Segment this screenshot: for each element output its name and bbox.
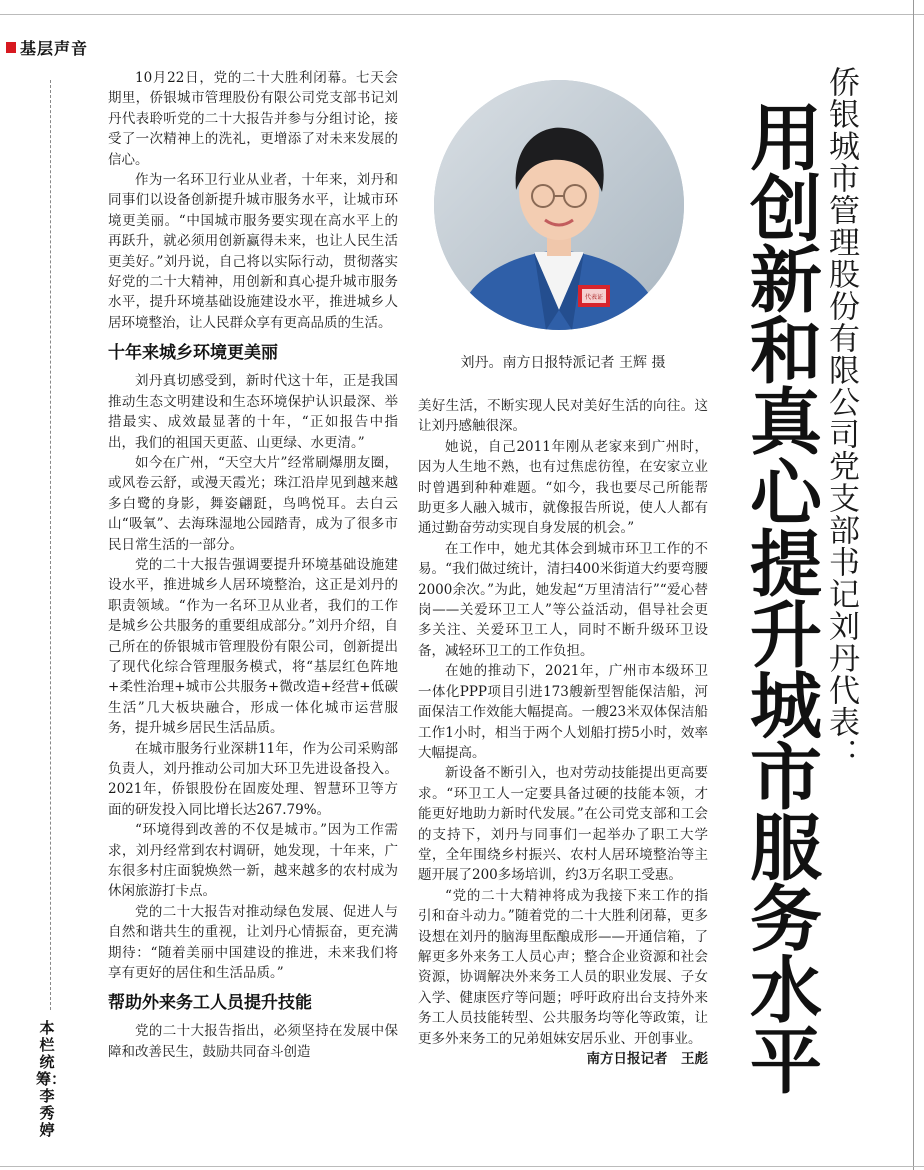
bottom-rule (0, 1166, 924, 1167)
subheading: 十年来城乡环境更美丽 (108, 343, 278, 364)
section-marker-icon (6, 42, 16, 53)
paragraph: 美好生活，不断实现人民对美好生活的向往。这让刘丹感触很深。 (418, 398, 708, 435)
paragraph: “环境得到改善的不仅是城市。”因为工作需求，刘丹经常到农村调研，她发现，十年来，广东很多村庄面貌焕然一新，越来越多的农村成为休闲旅游打卡点。 (108, 822, 398, 900)
photo-caption: 刘丹。南方日报特派记者 王辉 摄 (460, 355, 666, 371)
editor-note: 本栏统筹：李秀婷 (36, 1019, 67, 1139)
paragraph: 刘丹真切感受到，新时代这十年，正是我国推动生态文明建设和生态环境保护认识最深、举措最实、成效最显著的十年，“正如报告中指出，我们的祖国天更蓝、山更绿、水更清。” (108, 373, 398, 451)
subheading: 帮助外来务工人员提升技能 (108, 993, 312, 1014)
section-tag (6, 36, 88, 58)
byline-row (418, 1049, 708, 1069)
paragraph: 新设备不断引入，也对劳动技能提出更高要求。“环卫工人一定要具备过硬的技能本领，才能更好地助力新时代发展。”在公司党支部和工会的支持下，刘丹与同事们一起举办了职工大学堂，全年围绕乡村振兴、农村人居环境整治等主题开展了200多场培训，约3万名职工受惠。 (418, 765, 708, 884)
paragraph: 她说，自己2011年刚从老家来到广州时，因为人生地不熟，也有过焦虑彷徨，在安家立业时曾遇到种种难题。“如今，我也要尽己所能帮助更多人融入城市，就像报告所说，使人人都有通过勤奋劳动实现自身发展的机会。” (418, 438, 708, 537)
headline-title: 用创新和真心提升城市服务水平 (738, 100, 823, 1094)
paragraph: 党的二十大报告强调要提升环境基础设施建设水平，推进城乡人居环境整治，这正是刘丹的职责领域。“作为一名环卫从业者，我们的工作是城乡公共服务的重要组成部分。”刘丹介绍，自己所在的侨银城市管理股份有限公司，创新提出了现代化综合管理服务模式，将“基层红色阵地+柔性治理+城市公共服务+微改造+经营+低碳生活”几大板块融合，形成一体化城市运营服务，提升城乡居民生活品质。 (108, 556, 398, 737)
paragraph: 党的二十大报告对推动绿色发展、促进人与自然和谐共生的重视，让刘丹心情振奋，更充满期待：“随着美丽中国建设的推进，未来我们将享有更好的居住和生活品质。” (108, 903, 398, 982)
section-label: 基层声音 (20, 38, 89, 58)
headline-subtitle: 侨银城市管理股份有限公司党支部书记刘丹代表： (823, 66, 859, 770)
top-rule (0, 14, 924, 15)
dashed-divider (50, 80, 51, 1010)
paragraph: 在工作中，她尤其体会到城市环卫工作的不易。“我们做过统计，清扫400米街道大约要弯腰2000余次。”为此，她发起“万里清洁行”“爱心替岗——关爱环卫工人”等公益活动，倡导社会更多关注、关爱环卫工人，同时不断升级环卫设备，减轻环卫工的工作负担。 (418, 540, 708, 659)
article-column-2 (418, 396, 708, 1069)
byline: 南方日报记者 王彪 (586, 1051, 708, 1067)
paragraph: 党的二十大报告指出，必须坚持在发展中保障和改善民生，鼓励共同奋斗创造 (108, 1023, 398, 1060)
paragraph: 在她的推动下，2021年，广州市本级环卫一体化PPP项目引进173艘新型智能保洁船，河面保洁工作效能大幅提高。一艘23米双体保洁船工作1小时，相当于两个人划船打捞5小时，效率大幅提高。 (418, 663, 708, 761)
paragraph: 在城市服务行业深耕11年，作为公司采购部负责人，刘丹推动公司加大环卫先进设备投入。2021年，侨银股份在固废处理、智慧环卫等方面的研发投入同比增长达267.79%。 (108, 740, 398, 818)
paragraph: 如今在广州，“天空大片”经常刷爆朋友圈，或风卷云舒，或漫天霞光；珠江沿岸见到越来越多白鹭的身影，舞姿翩跹，鸟鸣悦耳。去白云山“吸氧”、去海珠湿地公园踏青，成为了很多市民日常生活的一部分。 (108, 454, 398, 553)
portrait-illustration (434, 80, 684, 330)
paragraph: 作为一名环卫行业从业者，十年来，刘丹和同事们以设备创新提升城市服务水平，让城市环境更美丽。“中国城市服务要实现在高水平上的再跃升，就必须用创新赢得未来，也让人民生活更美好。”刘丹说，自己将以实际行动，贯彻落实好党的二十大精神，用创新和真心提升城市服务水平，提升环境基础设施建设水平，推进城乡人居环境整治，让人民群众享有更高品质的生活。 (108, 172, 398, 331)
right-rule (913, 0, 914, 1170)
article-column-1 (108, 68, 398, 1062)
badge-text: 代表证 (584, 294, 604, 301)
portrait-photo (434, 80, 684, 330)
paragraph: 10月22日，党的二十大胜利闭幕。七天会期里，侨银城市管理股份有限公司党支部书记刘丹代表聆听党的二十大报告并参与分组讨论，接受了一次精神上的洗礼，更增添了对未来发展的信心。 (108, 70, 398, 168)
paragraph: “党的二十大精神将成为我接下来工作的指引和奋斗动力。”随着党的二十大胜利闭幕，更多设想在刘丹的脑海里酝酿成形——开通信箱，了解更多外来务工人员心声；整合企业资源和社会资源，协调解决外来务工人员的职业发展、子女入学、健康医疗等问题；呼吁政府出台支持外来务工人员技能转型、公共服务均等化等政策，让更多外来务工的兄弟姐妹安居乐业、开创事业。 (418, 887, 708, 1047)
